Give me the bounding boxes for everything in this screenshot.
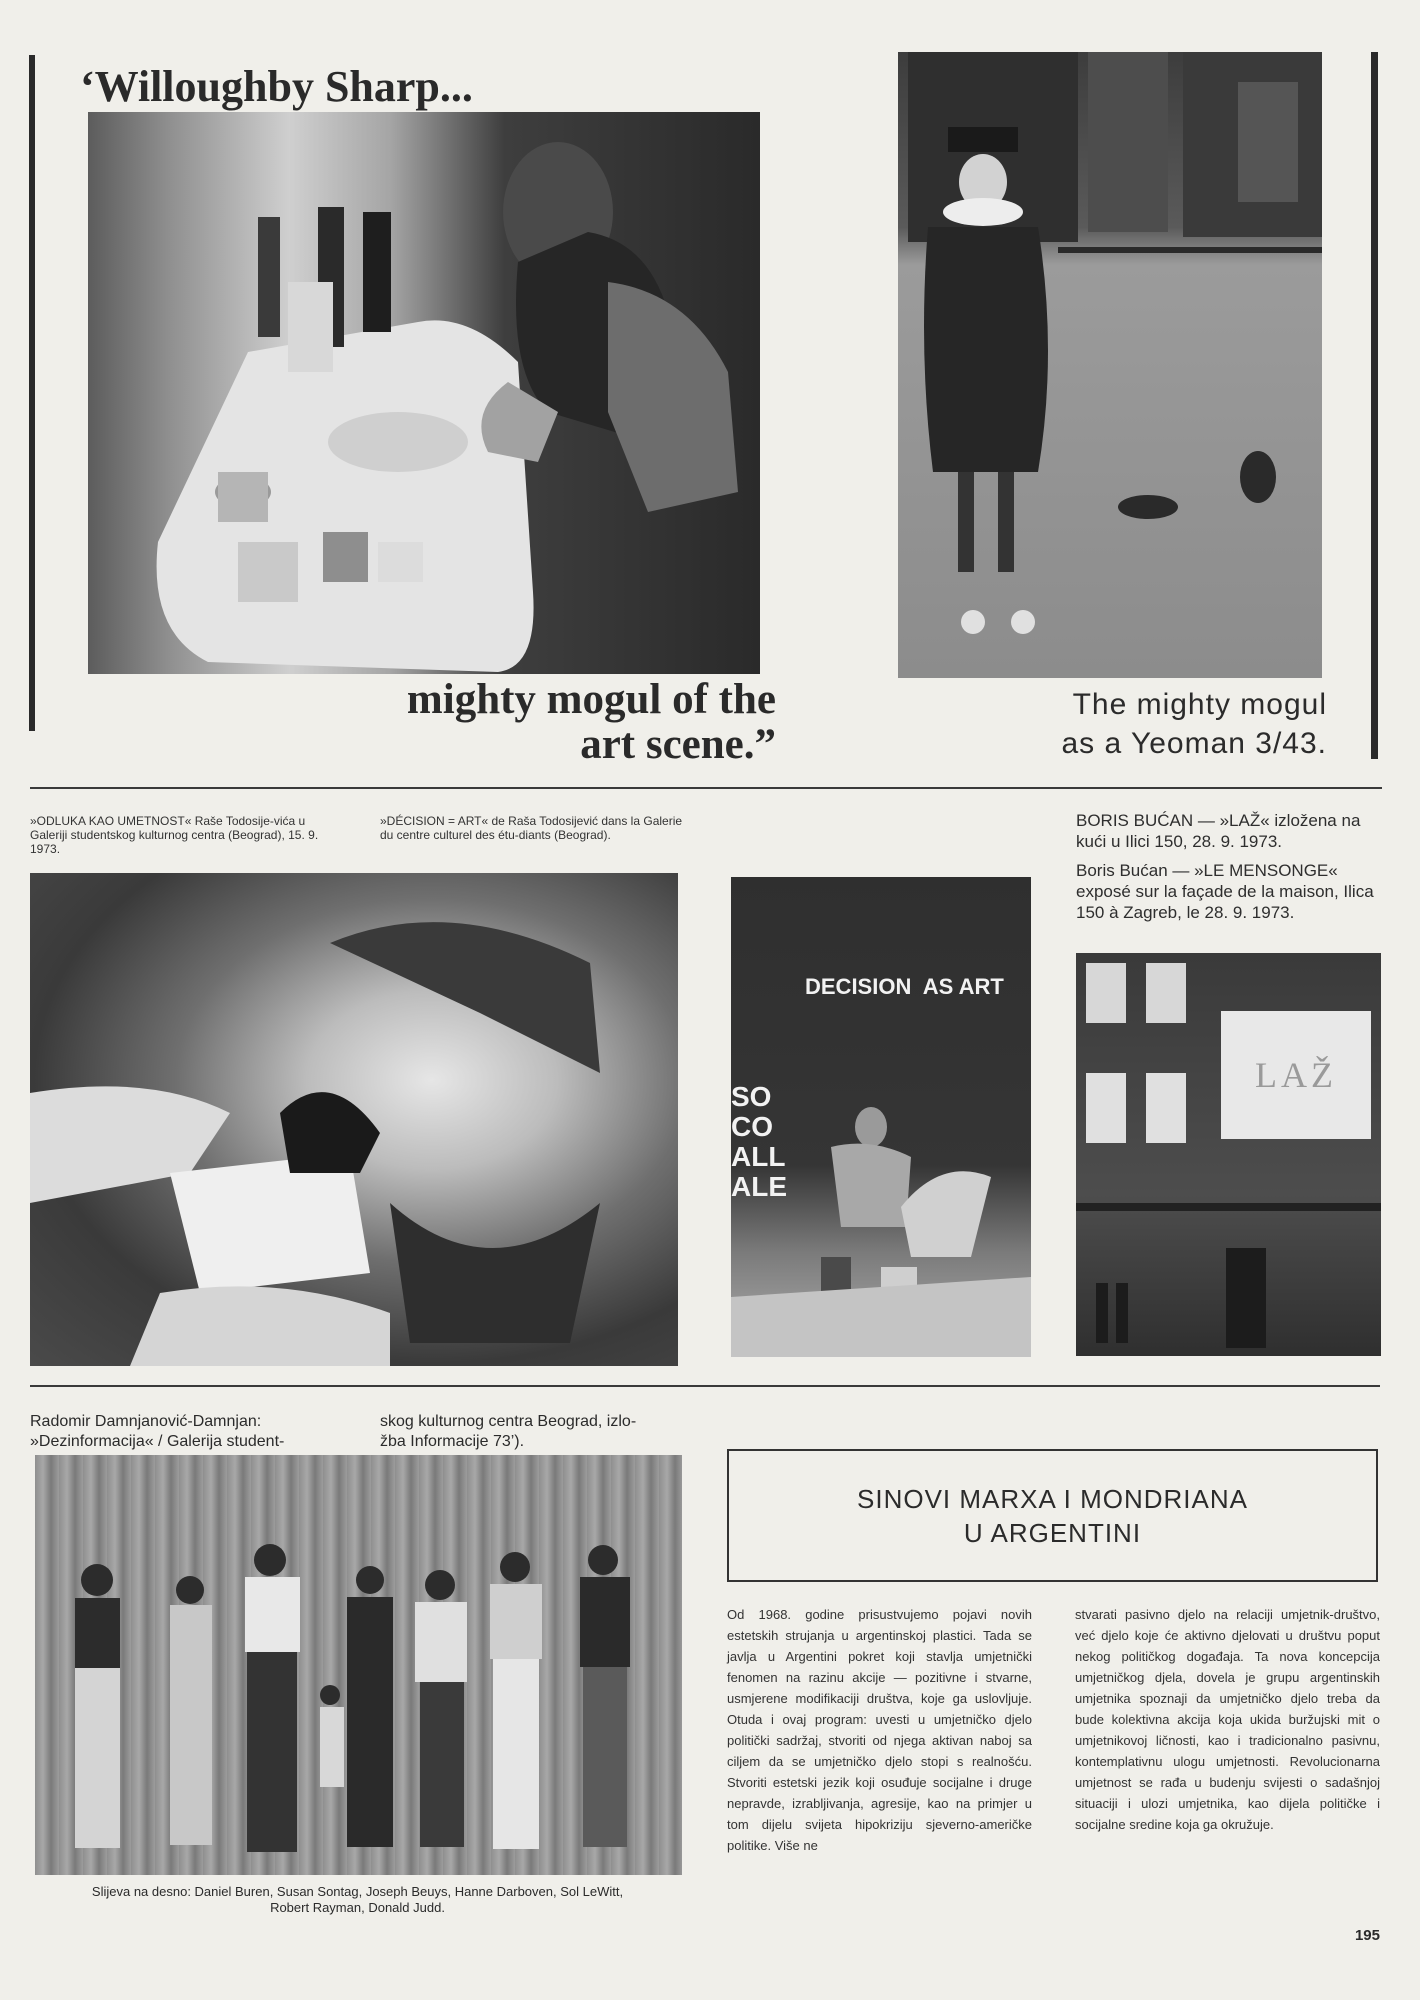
article-title-line2: U ARGENTINI: [963, 1517, 1142, 1548]
photo-laz-building: [1076, 953, 1381, 1356]
page-number: 195: [1354, 1927, 1380, 1944]
section-divider-middle: [30, 1385, 1380, 1387]
article-col2-text: stvarati pasivno djelo na relaciji umjetnik-društvo, već djelo koje će aktivno djelovati u društvu poput nekog političkog događaja. Ta nova koncepcija umjetničkog djela, dovela je grupu argentinskih umjetnika spoznaji da umjetničko djelo treba da bude kolektivna akcija koja ukida buržujski mit o umjetnikovoj ličnosti, kao i tradicionalno pasivnu, kontemplativnu ulogu umjetnosti. Revolucionarna umjetnost se rađa u budenju svijesti o sadašnjoj situaciji i ulozi umjetnika, kao dijela političke i socijalne sredine koja ga okružuje.: [1075, 1607, 1380, 1832]
photo-todosijevic-portrait: [30, 873, 678, 1366]
caption-decision-as-art-sr: »ODLUKA KAO UMETNOST« Raše Todosije-vića u Galeriji studentskog kulturnog centra (Beograd), 15. 9. 1973.: [30, 814, 319, 856]
group-figures-illustration: [35, 1455, 682, 1875]
left-vertical-bar: [29, 55, 35, 731]
caption-laz-fr: Boris Bućan — »LE MENSONGE« exposé sur la façade de la maison, Ilica 150 à Zagreb, le 28. 9. 1973.: [1076, 861, 1374, 922]
headline-mighty-mogul-line2: art scene.”: [580, 721, 776, 768]
caption-laz-hr: BORIS BUĆAN — »LAŽ« izložena na kući u Ilici 150, 28. 9. 1973.: [1076, 811, 1361, 851]
caption-dezinformacija-right-l2: žba Informacije 73’).: [380, 1433, 525, 1450]
caption-dezinformacija-right-l1: skog kulturnog centra Beograd, izlo-: [380, 1413, 637, 1430]
table-scene-illustration: [88, 112, 760, 674]
side-letters-row-2: CO: [731, 1111, 773, 1142]
group-caption-line1: Slijeva na desno: Daniel Buren, Susan Sontag, Joseph Beuys, Hanne Darboven, Sol LeWitt,: [91, 1884, 624, 1899]
caption-dezinformacija-left-l1: Radomir Damnjanović-Damnjan:: [30, 1413, 262, 1430]
portrait-illustration: [30, 873, 678, 1366]
caption-decision-as-art-fr: »DÉCISION = ART« de Raša Todosijević dans la Galerie du centre culturel des étu-diants (Beograd).: [380, 814, 683, 842]
headline-mighty-mogul-line1: mighty mogul of the: [406, 676, 776, 723]
section-divider-top: [30, 787, 1382, 789]
decision-figure-illustration: [731, 877, 1031, 1357]
photo-group-artists: [35, 1455, 682, 1875]
side-letters-row-1: SO: [731, 1081, 772, 1112]
article-title-line1: SINOVI MARXA I MONDRIANA: [857, 1483, 1248, 1514]
yeoman-caption-line2: as a Yeoman 3/43.: [1061, 727, 1327, 760]
yeoman-illustration: [898, 52, 1322, 678]
article-column-1: [727, 1604, 1032, 1856]
side-letters-row-3: ALL: [731, 1141, 786, 1172]
photo-willoughby-sharp-table: [88, 112, 760, 674]
article-column-2: [1075, 1604, 1380, 1835]
right-vertical-bar: [1371, 52, 1378, 759]
caption-dezinformacija-left-l2: »Dezinformacija« / Galerija student-: [30, 1433, 285, 1450]
article-col1-text: Od 1968. godine prisustvujemo pojavi novih estetskih strujanja u argentinskoj plastici. Tada se javlja u Argentini pokret koji stavlja umjetnički fenomen na razinu akcije — pozitivne i stvarne, usmjerene modifikaciji društva, koje ga uslovljuje. Otuda i ovaj program: uvesti u umjetničko djelo politički sadržaj, stvoriti od njega aktivan naboj sa ciljem da se umjetničko djelo stopi s realnošću. Stvoriti estetski jezik koji osuđuje socijalne i druge nepravde, izrabljivanja, agresije, kao na primjer u tom dijelu svijeta hipokriziju sjeverno-američke politike. Više ne: [727, 1607, 1032, 1853]
photo-decision-as-art: [731, 877, 1031, 1357]
group-caption-line2: Robert Rayman, Donald Judd.: [270, 1900, 445, 1915]
headline-willoughby: ‘Willoughby Sharp...: [80, 62, 473, 111]
side-letters-row-4: ALE: [731, 1171, 787, 1202]
photo-yeoman: [898, 52, 1322, 678]
laz-banner: [1221, 1011, 1371, 1139]
yeoman-caption-line1: The mighty mogul: [1072, 688, 1327, 721]
decision-wall-text: DECISION AS ART: [805, 974, 1004, 999]
article-title-box: [727, 1449, 1378, 1582]
laz-banner-text: LAŽ: [1255, 1055, 1337, 1095]
